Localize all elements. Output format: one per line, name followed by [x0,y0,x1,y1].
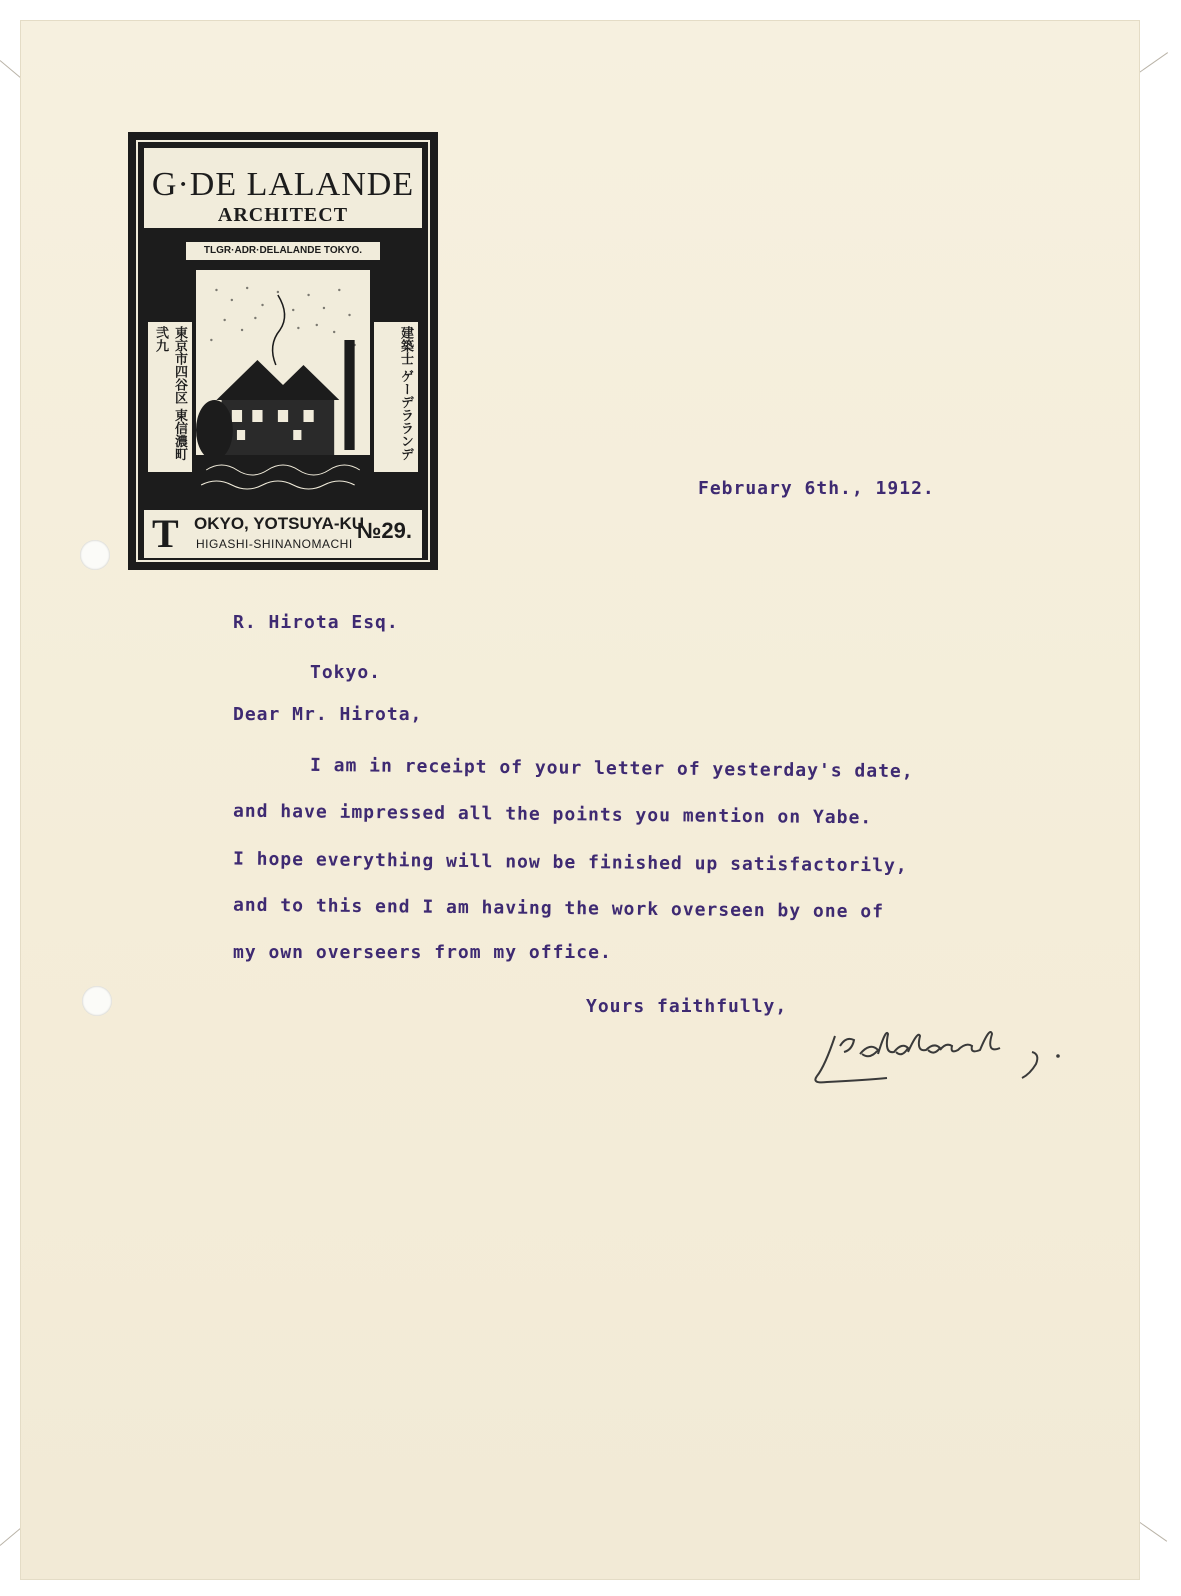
punch-hole-upper [80,540,110,570]
house-engraving [196,270,370,496]
house-illustration-icon [196,270,370,496]
handwritten-signature [810,1016,1070,1086]
address-number: №29. [356,518,412,543]
letter-date: February 6th., 1912. [698,478,935,499]
punch-hole-lower [82,986,112,1016]
address-line-1: OKYO, YOTSUYA-KU [194,514,365,533]
recipient-city: Tokyo. [310,662,382,683]
recipient-name: R. Hirota Esq. [233,612,399,633]
letterhead-frame [136,140,430,562]
body-line: I hope everything will now be finished up satisfactorily, [232,848,908,877]
salutation: Dear Mr. Hirota, [233,704,423,725]
letterhead-block [128,132,438,570]
signature-icon [810,1016,1070,1086]
letterhead-name-panel [144,148,422,228]
telegraph-address: TLGR·ADR·DELALANDE TOKYO. [186,242,380,260]
kanji-address: 東京市四谷区 東信濃町弐九 [148,322,192,472]
architect-name: G·DE LALANDE [151,166,415,203]
body-line: and to this end I am having the work overseen by one of [232,894,885,923]
kanji-name: 建築士 ゲーデラランデ [374,322,418,472]
body-line: and have impressed all the points you mention on Yabe. [232,800,873,829]
body-line: I am in receipt of your letter of yesterday's date, [309,754,914,783]
letterhead-address-panel [144,510,422,558]
body-line: my own overseers from my office. [233,942,612,963]
address-initial: T [152,511,179,556]
closing: Yours faithfully, [586,996,788,1017]
architect-title: ARCHITECT [217,204,349,226]
address-line-2: HIGASHI-SHINANOMACHI [196,537,353,551]
letter-page [20,20,1140,1580]
